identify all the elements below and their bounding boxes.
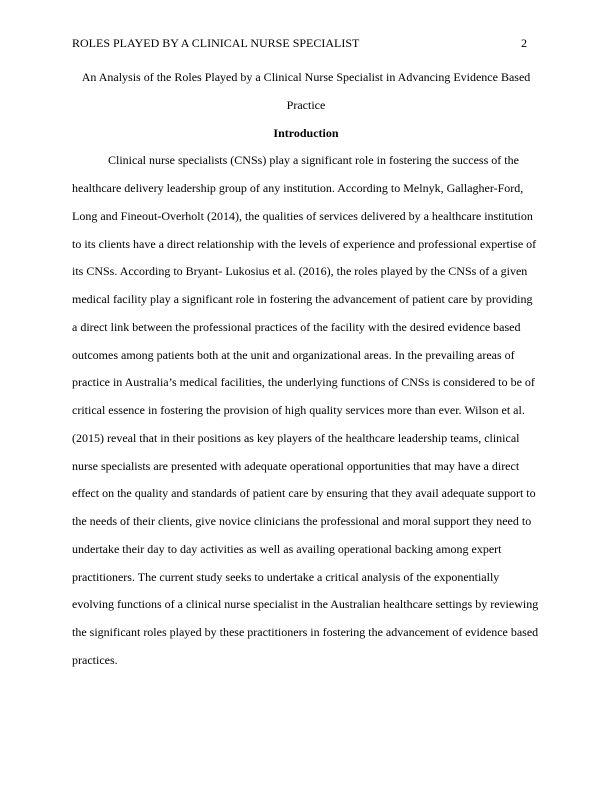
section-heading: Introduction — [273, 125, 339, 140]
page-number: 2 — [521, 36, 527, 50]
introduction-paragraph: Clinical nurse specialists (CNSs) play a significant role in fostering the success of the healthcare delivery leadership group of any institution. According to Melnyk, Gallagher-Ford, Long and Fineout-Overholt (2014), the qualities of services delivered by a healthcare institution to its clients have a direct relationship with the levels of experience and professional expertise of its CNSs. According to Bryant- Lukosius et al. (2016), the roles played by the CNSs of a given medical facility play a significant role in fostering the advancement of patient care by providing a direct link between the professional practices of the facility with the desired evidence based outcomes among patients both at the unit and organizational areas. In the prevailing areas of practice in Australia’s medical facilities, the underlying functions of CNSs is considered to be of critical essence in fostering the provision of high quality services more than ever. Wilson et al. (2015) reveal that in their positions as key players of the healthcare leadership teams, clinical nurse specialists are presented with adequate operational opportunities that may have a direct effect on the quality and standards of patient care by ensuring that they avail adequate support to the needs of their clients, give novice clinicians the professional and moral support they need to undertake their day to day activities as well as availing operational backing among expert practitioners. The current study seeks to undertake a critical analysis of the exponentially evolving functions of a clinical nurse specialist in the Australian healthcare settings by reviewing the significant roles played by these practitioners in fostering the advancement of evidence based practices. — [72, 153, 539, 667]
document-title: An Analysis of the Roles Played by a Clinical Nurse Specialist in Advancing Evidence Based Practice — [81, 70, 531, 112]
document-body — [72, 64, 540, 675]
running-head: ROLES PLAYED BY A CLINICAL NURSE SPECIALIST — [72, 36, 360, 50]
